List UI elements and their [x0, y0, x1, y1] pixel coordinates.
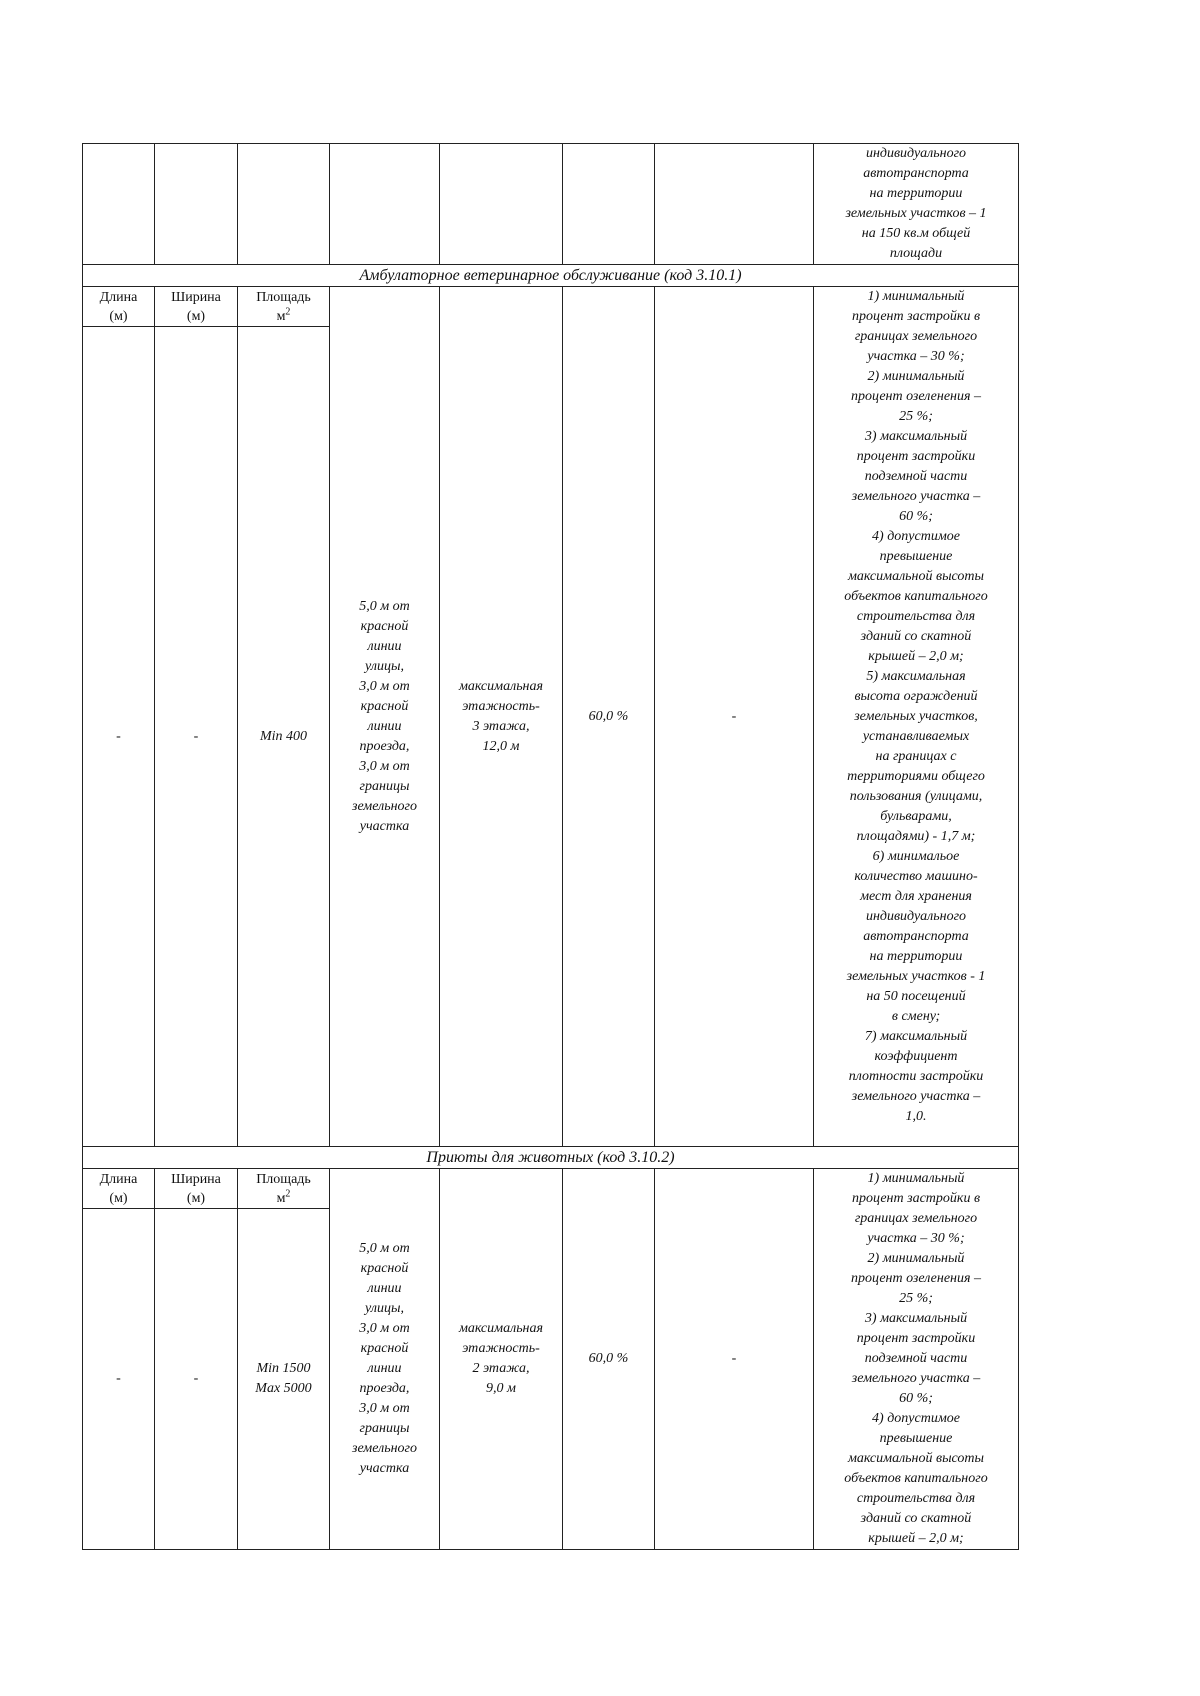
- length-header: Длина (м): [83, 287, 155, 327]
- coverage-cell: 60,0 %: [563, 287, 655, 1147]
- continuation-row: [83, 144, 1019, 265]
- area-value: Min 400: [238, 327, 330, 1147]
- coverage-cell: 60,0 %: [563, 1169, 655, 1550]
- section-header-row: [83, 287, 1019, 327]
- section-title-row: [83, 1147, 1019, 1169]
- area-header: [238, 1169, 330, 1209]
- empty-cell: [563, 144, 655, 265]
- width-header: Ширина (м): [155, 287, 238, 327]
- land-use-parameters-table: [82, 143, 1019, 1550]
- notes-cell: 1) минимальный процент застройки в границах земельного участка – 30 %; 2) минимальный процент озеленения – 25 %; 3) максимальный процент застройки подземной части земельного участка – 60 %; 4) допустимое превышение максимальной высоты объектов капитального строительства для зданий со скатной крышей – 2,0 м; 5) максимальная высота ограждений земельных участков, устанавливаемых на границах с территориями общего пользования (улицами, бульварами, площадями) - 1,7 м; 6) минимальое количество машино- мест для хранения индивидуального автотранспорта на территории земельных участков - 1 на 50 посещений в смену; 7) максимальный коэффициент плотности застройки земельного участка – 1,0.: [814, 287, 1019, 1147]
- floors-cell: максимальная этажность- 3 этажа, 12,0 м: [440, 287, 563, 1147]
- continuation-note: индивидуального автотранспорта на территории земельных участков – 1 на 150 кв.м общей площади: [814, 144, 1019, 265]
- area-header-text: Площадь м: [256, 1171, 311, 1206]
- other-cell: -: [655, 1169, 814, 1550]
- area-header-sup: 2: [285, 305, 291, 317]
- section-title: Амбулаторное ветеринарное обслуживание (код 3.10.1): [83, 265, 1019, 287]
- floors-cell: максимальная этажность- 2 этажа, 9,0 м: [440, 1169, 563, 1550]
- area-header-sup: 2: [285, 1187, 291, 1199]
- area-header: [238, 287, 330, 327]
- section-title: Приюты для животных (код 3.10.2): [83, 1147, 1019, 1169]
- notes-cell: 1) минимальный процент застройки в границах земельного участка – 30 %; 2) минимальный процент озеленения – 25 %; 3) максимальный процент застройки подземной части земельного участка – 60 %; 4) допустимое превышение максимальной высоты объектов капитального строительства для зданий со скатной крышей – 2,0 м;: [814, 1169, 1019, 1550]
- other-cell: -: [655, 287, 814, 1147]
- section-title-row: [83, 265, 1019, 287]
- empty-cell: [655, 144, 814, 265]
- empty-cell: [155, 144, 238, 265]
- setbacks-cell: 5,0 м от красной линии улицы, 3,0 м от красной линии проезда, 3,0 м от границы земельного участка: [330, 1169, 440, 1550]
- width-value: -: [155, 327, 238, 1147]
- area-header-text: Площадь м: [256, 289, 311, 324]
- empty-cell: [440, 144, 563, 265]
- width-header: Ширина (м): [155, 1169, 238, 1209]
- regulation-table-page: [82, 143, 1018, 1550]
- empty-cell: [330, 144, 440, 265]
- empty-cell: [83, 144, 155, 265]
- section-header-row: [83, 1169, 1019, 1209]
- length-header: Длина (м): [83, 1169, 155, 1209]
- length-value: -: [83, 327, 155, 1147]
- setbacks-cell: 5,0 м от красной линии улицы, 3,0 м от красной линии проезда, 3,0 м от границы земельного участка: [330, 287, 440, 1147]
- area-value: Min 1500 Max 5000: [238, 1209, 330, 1550]
- empty-cell: [238, 144, 330, 265]
- width-value: -: [155, 1209, 238, 1550]
- length-value: -: [83, 1209, 155, 1550]
